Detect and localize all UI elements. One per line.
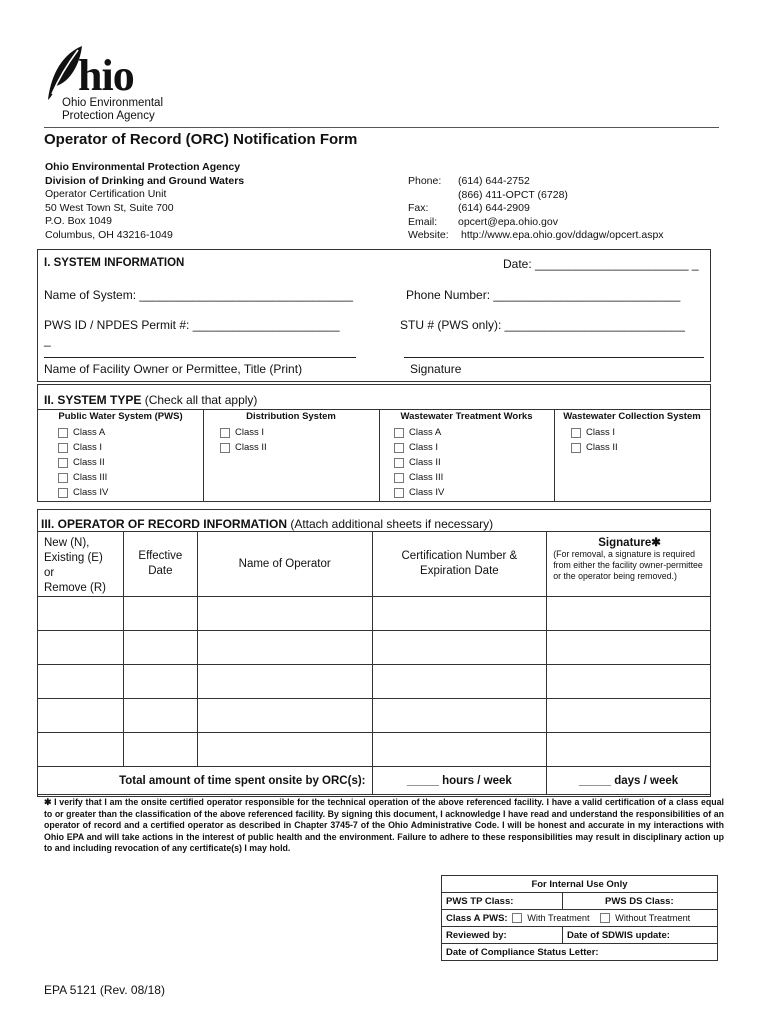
operator-cell[interactable] [197,733,372,767]
signature-header: Signature✱ (For removal, a signature is required from either the facility owner-permittee or the operator being removed.) [547,532,711,597]
pws-checklist [58,425,108,500]
status-cell[interactable] [38,665,124,699]
signature-cell[interactable] [547,699,711,733]
checkbox-row[interactable]: Class A [394,425,444,440]
ohio-epa-logo [44,42,184,124]
checkbox-row[interactable]: Class IV [394,485,444,500]
checkbox[interactable] [220,428,230,438]
effective-date-header: Effective Date [123,532,197,597]
signature-cell[interactable] [547,733,711,767]
checkbox-row[interactable]: Class II [58,455,108,470]
status-cell[interactable] [38,631,124,665]
orc-table [37,531,711,795]
signature-line[interactable] [404,357,704,358]
signature-cell[interactable] [547,631,711,665]
table-row [38,597,711,631]
checkbox[interactable] [571,428,581,438]
status-cell[interactable] [38,699,124,733]
fax-label: Fax: [408,202,429,215]
owner-title-label: Name of Facility Owner or Permittee, Title (Print) [44,362,303,376]
phone-value-2: (866) 411-OPCT (6728) [458,188,568,201]
checkbox-row[interactable]: Class II [571,440,618,455]
checkbox[interactable] [394,458,404,468]
wwcs-checklist [571,425,618,455]
cert-cell[interactable] [372,631,547,665]
compliance-letter-date[interactable]: Date of Compliance Status Letter: [442,944,718,961]
checkbox[interactable] [394,488,404,498]
checkbox-row[interactable]: Class I [220,425,267,440]
date-cell[interactable] [123,733,197,767]
contact-block [408,175,738,243]
address-street: 50 West Town St, Suite 700 [45,201,174,214]
checkbox-row[interactable]: Class IV [58,485,108,500]
internal-use-title: For Internal Use Only [442,876,718,893]
logo-agency-line1: Ohio Environmental [62,97,163,109]
table-row [38,699,711,733]
checkbox-row[interactable]: Class III [58,470,108,485]
system-type-grid [38,409,710,502]
address-org: Ohio Environmental Protection Agency [45,161,241,173]
internal-use-table [441,875,718,961]
operator-cell[interactable] [197,631,372,665]
pws-id-continuation: _ [44,333,51,347]
table-row [38,631,711,665]
pws-tp-class[interactable]: PWS TP Class: [442,893,563,910]
section2-title-bold: II. SYSTEM TYPE [44,393,142,407]
checkbox-row[interactable]: Class I [394,440,444,455]
status-header: New (N), Existing (E) or Remove (R) [38,532,124,597]
section3-title-rest: (Attach additional sheets if necessary) [287,517,494,531]
cert-cell[interactable] [372,733,547,767]
wwcs-column-head: Wastewater Collection System [563,411,701,422]
hours-per-week-field[interactable]: _____ hours / week [372,767,547,795]
email-label: Email: [408,215,438,228]
operator-cell[interactable] [197,665,372,699]
address-unit: Operator Certification Unit [45,188,167,201]
phone-value-1: (614) 644-2752 [458,175,530,187]
section3-title [41,517,493,531]
date-field[interactable]: Date: _______________________ _ [503,257,699,271]
system-information-section [37,249,711,382]
checkbox-row[interactable]: Class I [58,440,108,455]
status-cell[interactable] [38,597,124,631]
section3-title-bold: III. OPERATOR OF RECORD INFORMATION [41,517,287,531]
days-per-week-field[interactable]: _____ days / week [547,767,711,795]
operator-of-record-section [37,509,711,797]
cert-cell[interactable] [372,597,547,631]
checkbox-row[interactable]: Class II [394,455,444,470]
date-cell[interactable] [123,699,197,733]
total-time-row [38,767,711,795]
checkbox-row[interactable]: Class A [58,425,108,440]
certification-header: Certification Number & Expiration Date [372,532,547,597]
wwtw-column-head: Wastewater Treatment Works [400,411,533,422]
pws-ds-class[interactable]: PWS DS Class: [563,893,718,910]
form-title: Operator of Record (ORC) Notification Form [44,131,358,148]
reviewed-by[interactable]: Reviewed by: [442,927,563,944]
date-cell[interactable] [123,597,197,631]
address-city: Columbus, OH 43216-1049 [45,228,173,241]
signature-cell[interactable] [547,665,711,699]
checkbox-row[interactable]: Class I [571,425,618,440]
checkbox-row[interactable]: Class III [394,470,444,485]
checkbox-row[interactable]: Class II [220,440,267,455]
section2-title [44,393,257,407]
pws-column-head: Public Water System (PWS) [58,411,183,422]
checkbox[interactable] [600,913,610,923]
checkbox[interactable] [58,443,68,453]
total-time-label: Total amount of time spent onsite by ORC(s): [38,767,373,795]
checkbox[interactable] [58,428,68,438]
website-value[interactable]: http://www.epa.ohio.gov/ddagw/opcert.aspx [461,229,664,242]
checkbox[interactable] [394,473,404,483]
section1-title: I. SYSTEM INFORMATION [44,257,185,269]
checkbox[interactable] [512,913,522,923]
checkbox[interactable] [394,443,404,453]
sdwis-update-date[interactable]: Date of SDWIS update: [563,927,718,944]
email-value[interactable]: opcert@epa.ohio.gov [458,215,558,228]
checkbox[interactable] [58,458,68,468]
checkbox[interactable] [220,443,230,453]
pws-id-field[interactable]: PWS ID / NPDES Permit #: ______________________ [44,318,340,332]
distribution-column-head: Distribution System [246,411,336,422]
checkbox[interactable] [571,443,581,453]
verification-statement: ✱ I verify that I am the onsite certified operator responsible for the technical operation of the above referenced facility. I have a valid certification of a class equal to or greater than the classification of the above referenced facility. By signing this document, I acknowledge I have read and understand the responsibilities of an operator of record and a certified operator as described in Chapter 3745-7 of the Ohio Administrative Code. I will be honest and accurate in my interactions with Ohio EPA and will take actions in the interest of public health and the environment. Failure to adhere to these responsibilities may result in disciplinary action up to and including revocation of any certificate(s) I may hold. [44,797,724,854]
status-cell[interactable] [38,733,124,767]
signature-cell[interactable] [547,597,711,631]
address-division: Division of Drinking and Ground Waters [45,174,245,187]
logo-agency-line2: Protection Agency [62,110,155,122]
header-divider [44,127,719,128]
phone-label: Phone: [408,175,442,187]
stu-field[interactable]: STU # (PWS only): ___________________________ [400,318,685,332]
cert-cell[interactable] [372,665,547,699]
wwtw-checklist [394,425,444,500]
owner-signature-line[interactable] [44,357,356,358]
table-row [38,665,711,699]
fax-value: (614) 644-2909 [458,202,530,215]
date-cell[interactable] [123,665,197,699]
phone-number-field[interactable]: Phone Number: ____________________________ [406,288,681,302]
form-number: EPA 5121 (Rev. 08/18) [44,983,165,997]
cert-cell[interactable] [372,699,547,733]
operator-cell[interactable] [197,699,372,733]
checkbox[interactable] [394,428,404,438]
signature-label: Signature [410,362,462,376]
logo-wordmark: hio [78,51,134,100]
system-name-field[interactable]: Name of System: ________________________________ [44,288,353,302]
address-po: P.O. Box 1049 [45,215,112,228]
checkbox[interactable] [58,473,68,483]
section2-title-rest: (Check all that apply) [141,393,258,407]
table-row [38,733,711,767]
website-label: Website: [408,229,449,242]
operator-cell[interactable] [197,597,372,631]
operator-name-header: Name of Operator [197,532,372,597]
system-type-section [37,384,711,502]
distribution-checklist [220,425,267,455]
checkbox[interactable] [58,488,68,498]
address-block [45,161,244,243]
date-cell[interactable] [123,631,197,665]
class-a-pws-row: Class A PWS: With Treatment Without Treatment [442,910,718,927]
